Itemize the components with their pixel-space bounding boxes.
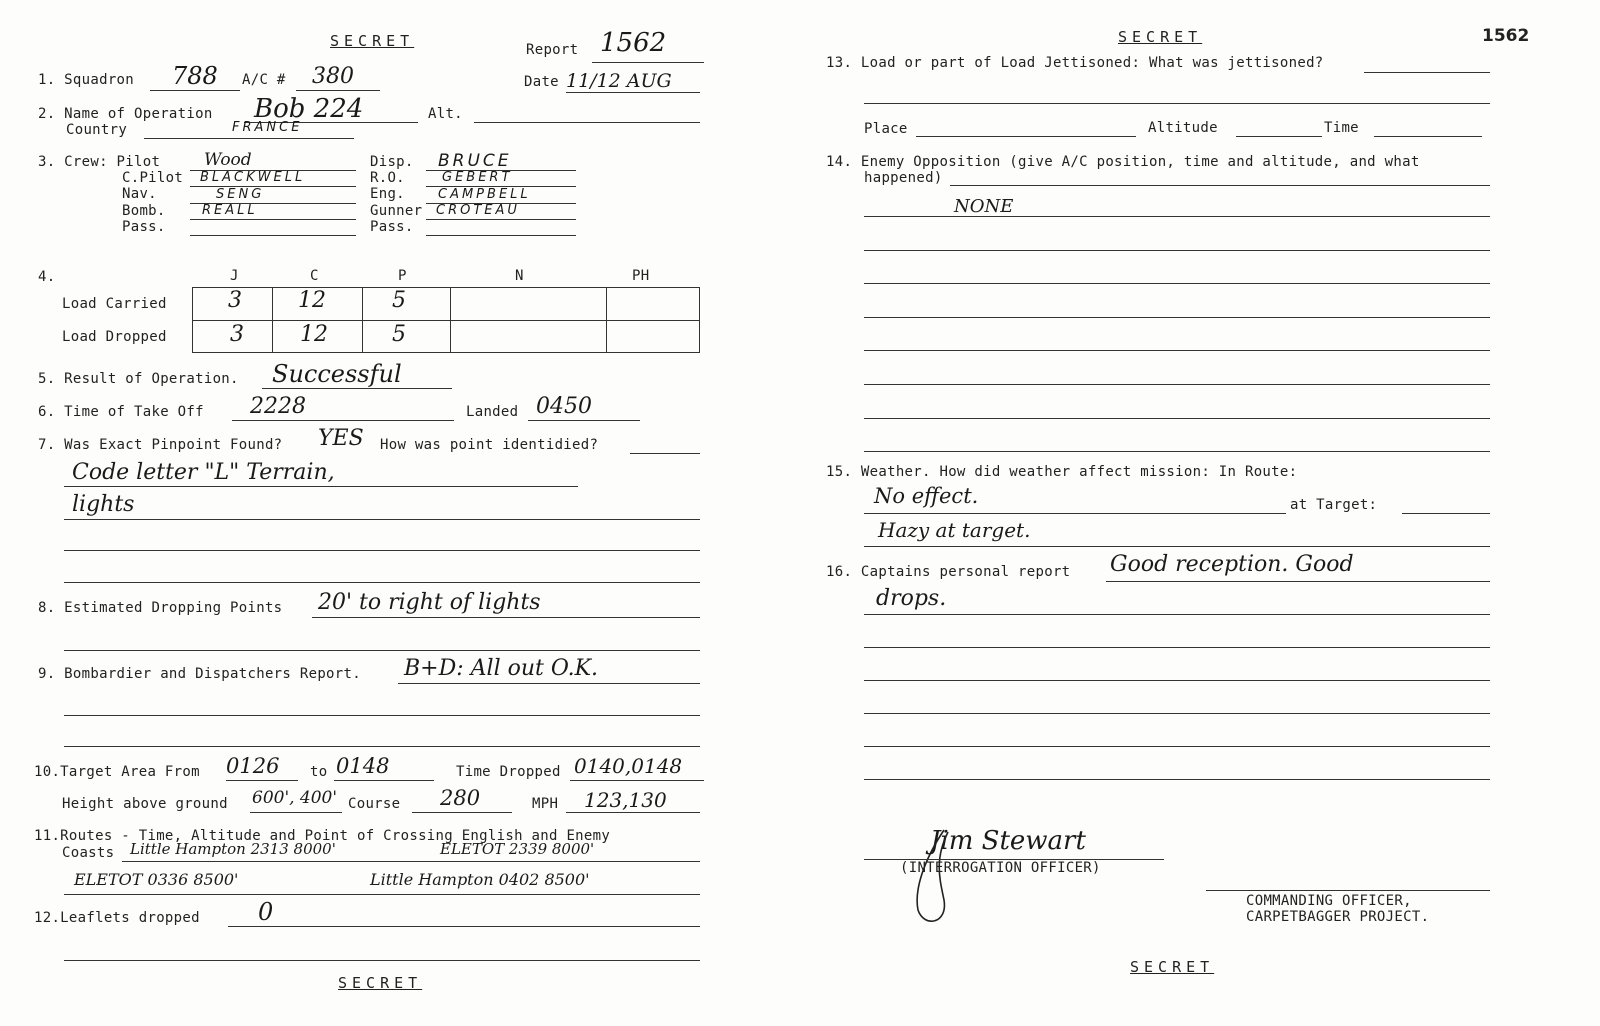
takeoff-line <box>232 420 454 421</box>
operation-value: Bob 224 <box>254 94 364 124</box>
routes-line-1 <box>122 861 700 862</box>
captain-report-label: 16. Captains personal report <box>826 564 1071 580</box>
opposition-line-4 <box>864 317 1490 318</box>
opposition-line-3 <box>864 283 1490 284</box>
captain-report-line-5 <box>864 713 1490 714</box>
route-out-enemy: ELETOT 2339 8000' <box>440 840 595 858</box>
load-col-n: N <box>515 268 524 284</box>
mph-value: 123,130 <box>584 788 667 812</box>
crew-bomb-value: REALL <box>202 203 258 218</box>
dropping-points-label: 8. Estimated Dropping Points <box>38 600 283 616</box>
interrogation-officer-label: (INTERROGATION OFFICER) <box>900 860 1101 876</box>
captain-report-line-4 <box>864 680 1490 681</box>
alt-label: Alt. <box>428 106 463 122</box>
crew-gunner-label: Gunner <box>370 203 423 219</box>
opposition-line-0 <box>950 185 1490 186</box>
crew-pilot-label: 3. Crew: Pilot <box>38 154 161 170</box>
weather-target-value: Hazy at target. <box>878 518 1031 542</box>
place-line <box>916 136 1136 137</box>
mph-line <box>566 812 700 813</box>
ac-line <box>296 90 380 91</box>
date-value: 11/12 AUG <box>566 70 672 92</box>
dropping-points-value: 20' to right of lights <box>318 590 541 615</box>
captain-report-line-6 <box>864 746 1490 747</box>
left-form-page <box>0 0 740 1026</box>
captain-report-value-2: drops. <box>876 586 947 611</box>
at-target-line <box>1402 513 1490 514</box>
jettisoned-line-2 <box>864 103 1490 104</box>
target-from: 0126 <box>226 754 280 778</box>
secret-footer: SECRET <box>338 974 423 992</box>
country-label: Country <box>66 122 128 138</box>
bd-report-line-2 <box>64 715 700 716</box>
crew-copilot-label: C.Pilot <box>122 170 184 186</box>
load-section-number: 4. <box>38 269 56 285</box>
course-line <box>412 812 512 813</box>
captain-report-line-2 <box>864 614 1490 615</box>
ac-value: 380 <box>312 64 354 89</box>
landed-value: 0450 <box>536 394 592 419</box>
captain-report-line-3 <box>864 647 1490 648</box>
pinpoint-line-1 <box>64 486 578 487</box>
jettisoned-label: 13. Load or part of Load Jettisoned: What was jettisoned? <box>826 55 1324 71</box>
crew-gunner-value: CROTEAU <box>436 203 520 218</box>
load-dropped-c: 12 <box>300 322 328 347</box>
target-to: 0148 <box>336 754 390 778</box>
date-label: Date <box>524 74 559 90</box>
crew-bomb-label: Bomb. <box>122 203 166 219</box>
crew-copilot-line <box>190 186 356 187</box>
squadron-value: 788 <box>172 62 218 90</box>
crew-pass-line <box>190 235 356 236</box>
bd-report-line <box>398 683 700 684</box>
target-to-line <box>334 780 434 781</box>
dropping-points-line-2 <box>64 650 700 651</box>
opposition-value: NONE <box>954 196 1014 217</box>
route-out-english: Little Hampton 2313 8000' <box>130 840 336 858</box>
opposition-line-7 <box>864 418 1490 419</box>
place-label: Place <box>864 121 908 137</box>
pinpoint-label: 7. Was Exact Pinpoint Found? <box>38 437 283 453</box>
leaflets-line-2 <box>64 960 700 961</box>
crew-eng-label: Eng. <box>370 186 405 202</box>
crew-ro-value: GEBERT <box>442 170 513 185</box>
ac-label: A/C # <box>242 72 286 88</box>
crew-pass-label: Pass. <box>122 219 166 235</box>
opposition-line-6 <box>864 384 1490 385</box>
crew-copilot-value: BLACKWELL <box>200 170 306 185</box>
landed-line <box>528 420 640 421</box>
altitude-label: Altitude <box>1148 120 1218 136</box>
crew-pilot-value: Wood <box>204 150 252 170</box>
pinpoint-line-0 <box>630 453 700 454</box>
bd-report-label: 9. Bombardier and Dispatchers Report. <box>38 666 361 682</box>
date-line <box>566 92 700 93</box>
pinpoint-identified-label: How was point identidied? <box>380 437 599 453</box>
route-in-enemy: ELETOT 0336 8500' <box>74 870 239 889</box>
load-dropped-p: 5 <box>392 322 406 347</box>
captain-report-line-1 <box>1106 581 1490 582</box>
opposition-label-cont: happened) <box>864 170 943 186</box>
alt-line <box>474 122 700 123</box>
captain-report-value-1: Good reception. Good <box>1110 552 1354 577</box>
route-in-english: Little Hampton 0402 8500' <box>370 870 590 889</box>
weather-route-value: No effect. <box>874 484 979 508</box>
bd-report-value: B+D: All out O.K. <box>404 656 599 681</box>
crew-nav-value: SENG <box>216 187 265 202</box>
crew-eng-value: CAMPBELL <box>438 187 531 202</box>
operation-label: 2. Name of Operation <box>38 106 213 122</box>
weather-target-line <box>864 546 1490 547</box>
target-from-line <box>226 780 298 781</box>
crew-gunner-line <box>426 219 576 220</box>
course-label: Course <box>348 796 401 812</box>
takeoff-label: 6. Time of Take Off <box>38 404 204 420</box>
load-table-col-divider <box>606 287 607 353</box>
dropping-points-line <box>312 617 700 618</box>
report-number: 1562 <box>600 28 667 58</box>
takeoff-value: 2228 <box>250 394 306 419</box>
time-label: Time <box>1324 120 1359 136</box>
time-dropped-label: Time Dropped <box>456 764 561 780</box>
opposition-line-5 <box>864 350 1490 351</box>
right-form-page <box>790 0 1600 1026</box>
pinpoint-line-3 <box>64 550 700 551</box>
pinpoint-found: YES <box>318 426 364 451</box>
target-to-label: to <box>310 764 328 780</box>
time-dropped-line <box>570 780 704 781</box>
result-line <box>262 388 452 389</box>
load-carried-c: 12 <box>298 288 326 313</box>
pinpoint-line-4 <box>64 582 700 583</box>
crew-disp-label: Disp. <box>370 154 414 170</box>
commanding-officer-label: COMMANDING OFFICER, <box>1246 893 1412 909</box>
load-table-col-divider <box>362 287 363 353</box>
secret-footer: SECRET <box>1130 958 1215 976</box>
crew-ro-label: R.O. <box>370 170 405 186</box>
weather-route-line <box>864 513 1286 514</box>
country-value: FRANCE <box>232 120 303 135</box>
opposition-line-1 <box>864 216 1490 217</box>
captain-report-line-7 <box>864 779 1490 780</box>
secret-header: SECRET <box>1118 28 1203 46</box>
load-carried-j: 3 <box>228 288 242 313</box>
height-value: 600', 400' <box>252 788 338 808</box>
coasts-label: Coasts <box>62 845 115 861</box>
crew-bomb-line <box>190 219 356 220</box>
at-target-label: at Target: <box>1290 497 1378 513</box>
mph-label: MPH <box>532 796 559 812</box>
pinpoint-line-2 <box>64 519 700 520</box>
interrogation-officer-signature: Jim Stewart <box>930 826 1086 856</box>
routes-label: 11.Routes - Time, Altitude and Point of Crossing English and Enemy <box>34 828 611 844</box>
page-number: 1562 <box>1482 26 1530 46</box>
crew-disp-value: BRUCE <box>438 151 512 171</box>
load-col-p: P <box>398 268 407 284</box>
target-area-label: 10.Target Area From <box>34 764 200 780</box>
result-label: 5. Result of Operation. <box>38 371 239 387</box>
bd-report-line-3 <box>64 746 700 747</box>
course-value: 280 <box>440 786 481 810</box>
weather-label: 15. Weather. How did weather affect mission: In Route: <box>826 464 1298 480</box>
landed-label: Landed <box>466 404 519 420</box>
jettisoned-line <box>1364 72 1490 73</box>
crew-pass2-line <box>426 235 576 236</box>
opposition-line-2 <box>864 250 1490 251</box>
load-table-col-divider <box>450 287 451 353</box>
time-dropped-value: 0140,0148 <box>574 754 683 778</box>
leaflets-line <box>228 926 700 927</box>
squadron-label: 1. Squadron <box>38 72 135 88</box>
commanding-officer-line <box>1206 890 1490 891</box>
carpetbagger-project-label: CARPETBAGGER PROJECT. <box>1246 909 1430 925</box>
load-col-j: J <box>230 268 239 284</box>
pinpoint-method-1: Code letter "L" Terrain, <box>72 460 335 485</box>
squadron-line <box>150 90 240 91</box>
height-line <box>250 812 342 813</box>
leaflets-value: 0 <box>258 898 274 926</box>
load-carried-p: 5 <box>392 288 406 313</box>
report-line <box>592 62 704 63</box>
load-table-col-divider <box>272 287 273 353</box>
load-dropped-label: Load Dropped <box>62 329 167 345</box>
leaflets-label: 12.Leaflets dropped <box>34 910 200 926</box>
country-line <box>144 138 354 139</box>
opposition-label: 14. Enemy Opposition (give A/C position, time and altitude, and what <box>826 154 1420 170</box>
altitude-line <box>1236 136 1322 137</box>
load-carried-label: Load Carried <box>62 296 167 312</box>
load-dropped-j: 3 <box>230 322 244 347</box>
pinpoint-method-2: lights <box>72 492 135 517</box>
load-col-ph: PH <box>632 268 650 284</box>
crew-pass2-label: Pass. <box>370 219 414 235</box>
routes-line-2 <box>64 894 700 895</box>
load-col-c: C <box>310 268 319 284</box>
time-line <box>1374 136 1482 137</box>
opposition-line-8 <box>864 451 1490 452</box>
secret-header: SECRET <box>330 32 415 50</box>
crew-nav-label: Nav. <box>122 186 157 202</box>
report-label: Report <box>526 42 579 58</box>
load-table-row-divider <box>192 320 700 321</box>
height-label: Height above ground <box>62 796 228 812</box>
result-value: Successful <box>272 360 402 388</box>
